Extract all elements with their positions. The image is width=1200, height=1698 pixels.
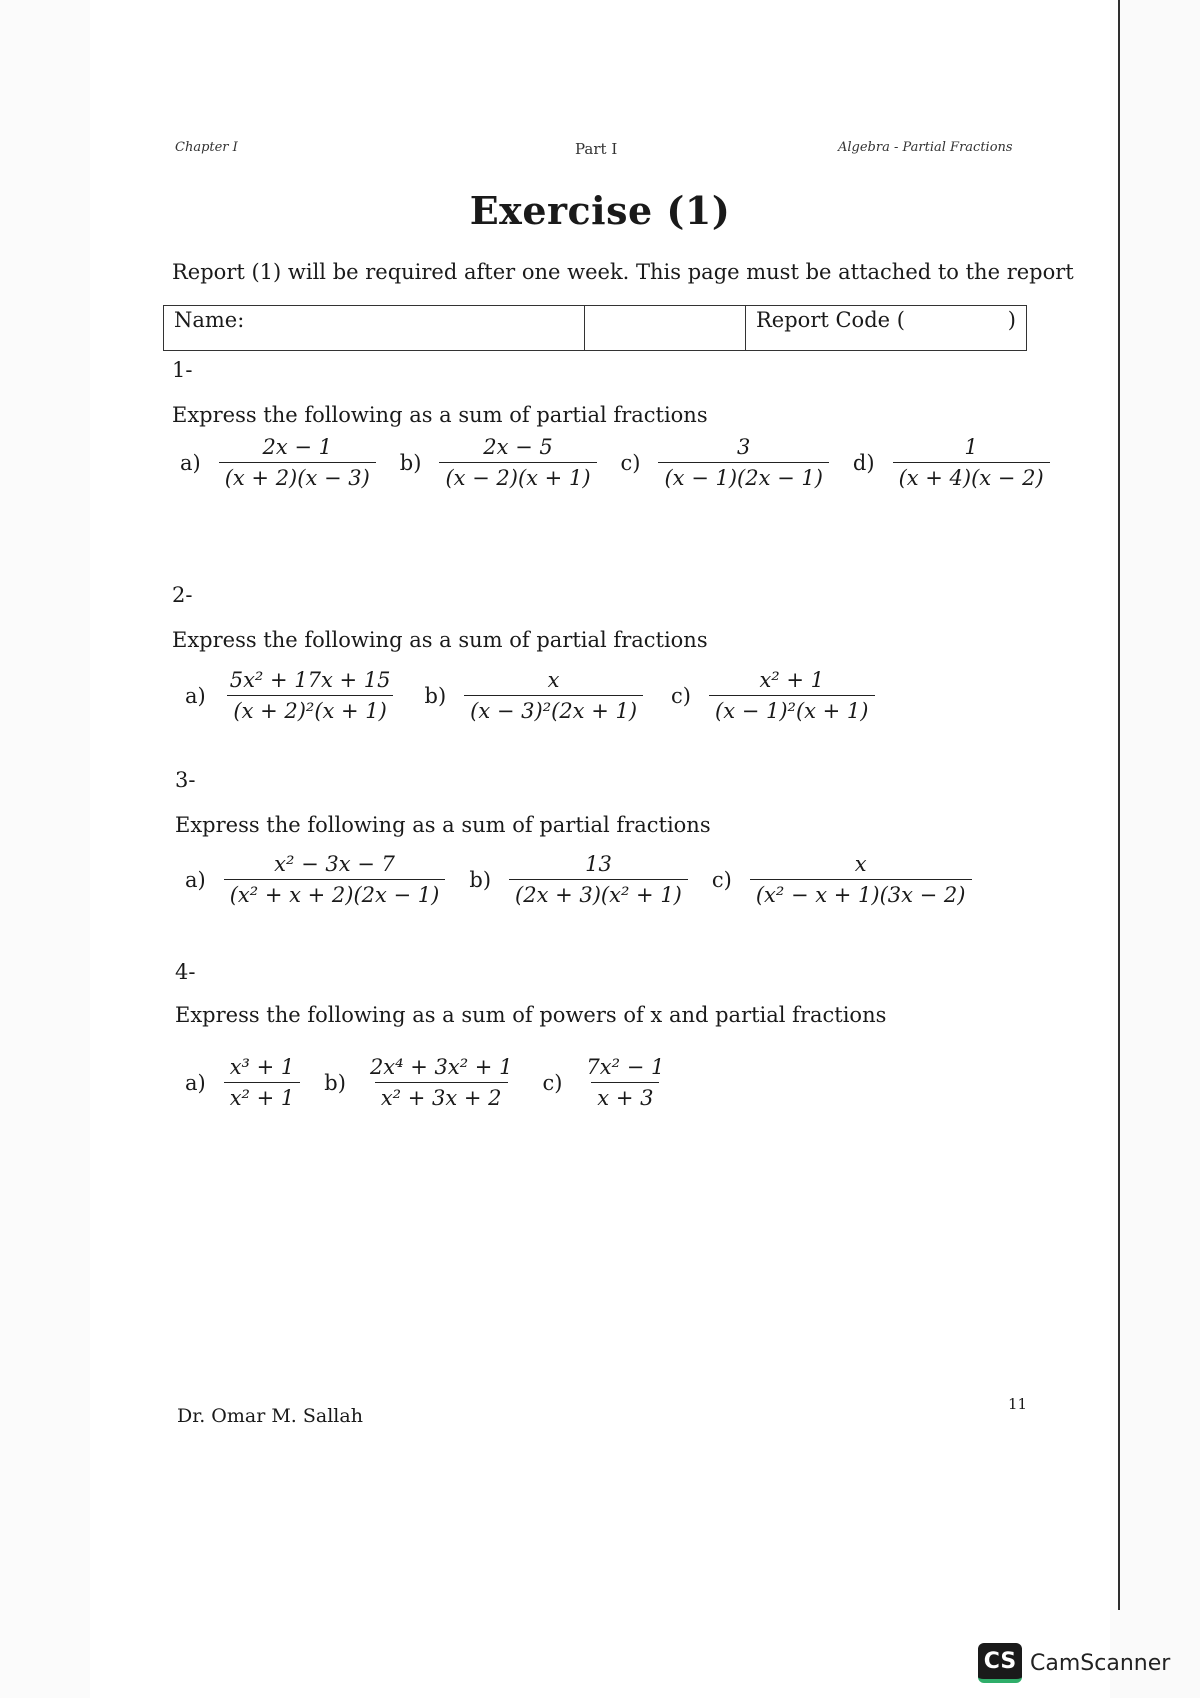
footer-page-number: 11 xyxy=(1008,1395,1028,1413)
item-label: a) xyxy=(180,450,201,475)
fraction xyxy=(224,1055,301,1110)
denominator: (x − 1)(2x − 1) xyxy=(658,462,828,490)
denominator: (x + 2)²(x + 1) xyxy=(227,695,393,723)
name-label: Name: xyxy=(174,308,245,332)
fraction xyxy=(464,668,643,723)
q4-item-b xyxy=(324,1055,518,1110)
numerator: 13 xyxy=(585,852,612,876)
fraction xyxy=(580,1055,670,1110)
q3-item-a xyxy=(185,852,445,907)
denominator: (2x + 3)(x² + 1) xyxy=(509,879,688,907)
q3-item-c xyxy=(712,852,972,907)
footer-author: Dr. Omar M. Sallah xyxy=(177,1405,363,1427)
q3-item-b xyxy=(469,852,688,907)
denominator: (x² + x + 2)(2x − 1) xyxy=(224,879,446,907)
numerator: 2x − 5 xyxy=(483,435,553,459)
q2-item-a xyxy=(185,668,397,723)
denominator: (x − 2)(x + 1) xyxy=(439,462,596,490)
info-table xyxy=(163,305,1027,351)
q1-item-a xyxy=(180,435,376,490)
question-3-prompt: Express the following as a sum of partial fractions xyxy=(175,813,711,837)
denominator: x² + 3x + 2 xyxy=(375,1082,508,1110)
item-label: a) xyxy=(185,1070,206,1095)
page-title: Exercise (1) xyxy=(469,188,731,233)
fraction xyxy=(364,1055,519,1110)
fraction xyxy=(709,668,875,723)
question-4-items xyxy=(185,1055,670,1110)
fraction xyxy=(658,435,828,490)
numerator: 7x² − 1 xyxy=(586,1055,665,1079)
q1-item-b xyxy=(400,435,597,490)
fraction xyxy=(219,435,376,490)
q1-item-c xyxy=(621,435,829,490)
blank-cell xyxy=(585,306,746,351)
name-cell xyxy=(164,306,585,351)
numerator: 5x² + 17x + 15 xyxy=(229,668,391,692)
fraction xyxy=(439,435,596,490)
question-4-number: 4- xyxy=(175,960,196,984)
page-margin-left xyxy=(0,0,90,1698)
header-part: Part I xyxy=(575,140,618,158)
question-1-items xyxy=(180,435,1050,490)
item-label: b) xyxy=(399,450,422,475)
question-3-items xyxy=(185,852,972,907)
numerator: 2x − 1 xyxy=(262,435,333,459)
question-1-number: 1- xyxy=(172,358,193,382)
item-label: a) xyxy=(185,683,206,708)
item-label: a) xyxy=(185,867,206,892)
camscanner-logo-icon: CS xyxy=(978,1643,1022,1683)
report-note: Report (1) will be required after one week. This page must be attached to the report xyxy=(172,260,1074,284)
numerator: 2x⁴ + 3x² + 1 xyxy=(369,1055,513,1079)
fraction xyxy=(750,852,972,907)
denominator: (x − 1)²(x + 1) xyxy=(709,695,875,723)
numerator: x² + 1 xyxy=(759,668,825,692)
item-label: b) xyxy=(424,683,447,708)
numerator: x xyxy=(547,668,560,692)
item-label: c) xyxy=(620,450,641,475)
q4-item-a xyxy=(185,1055,300,1110)
q2-item-b xyxy=(425,668,644,723)
q2-item-c xyxy=(671,668,874,723)
report-code-close: ) xyxy=(1007,308,1016,332)
denominator: x + 3 xyxy=(591,1082,659,1110)
numerator: 3 xyxy=(737,435,751,459)
numerator: 1 xyxy=(964,435,978,459)
page-margin-right xyxy=(1110,0,1200,1698)
report-code-label: Report Code ( xyxy=(756,308,905,332)
numerator: x² − 3x − 7 xyxy=(274,852,395,876)
fraction xyxy=(509,852,688,907)
numerator: x xyxy=(854,852,867,876)
fraction xyxy=(893,435,1050,490)
camscanner-watermark xyxy=(978,1643,1170,1683)
fraction xyxy=(224,852,446,907)
question-1-prompt: Express the following as a sum of partial fractions xyxy=(172,403,708,427)
item-label: c) xyxy=(711,867,732,892)
report-code-cell xyxy=(746,306,1027,351)
question-4-prompt: Express the following as a sum of powers of x and partial fractions xyxy=(175,1003,887,1027)
item-label: b) xyxy=(324,1070,346,1095)
q4-item-c xyxy=(542,1055,670,1110)
denominator: (x + 2)(x − 3) xyxy=(219,462,376,490)
numerator: x³ + 1 xyxy=(229,1055,295,1079)
question-2-items xyxy=(185,668,875,723)
question-2-prompt: Express the following as a sum of partial fractions xyxy=(172,628,708,652)
denominator: (x + 4)(x − 2) xyxy=(893,462,1050,490)
question-2-number: 2- xyxy=(172,583,193,607)
denominator: (x² − x + 1)(3x − 2) xyxy=(750,879,972,907)
item-label: b) xyxy=(469,867,492,892)
scan-edge-line xyxy=(1118,0,1120,1610)
question-3-number: 3- xyxy=(175,768,196,792)
item-label: d) xyxy=(852,450,875,475)
denominator: x² + 1 xyxy=(224,1082,301,1110)
denominator: (x − 3)²(2x + 1) xyxy=(464,695,643,723)
camscanner-brand: CamScanner xyxy=(1030,1650,1171,1676)
header-topic: Algebra - Partial Fractions xyxy=(838,140,1013,155)
item-label: c) xyxy=(542,1070,563,1095)
fraction xyxy=(224,668,397,723)
item-label: c) xyxy=(671,683,691,708)
header-chapter: Chapter I xyxy=(175,140,238,155)
q1-item-d xyxy=(853,435,1050,490)
